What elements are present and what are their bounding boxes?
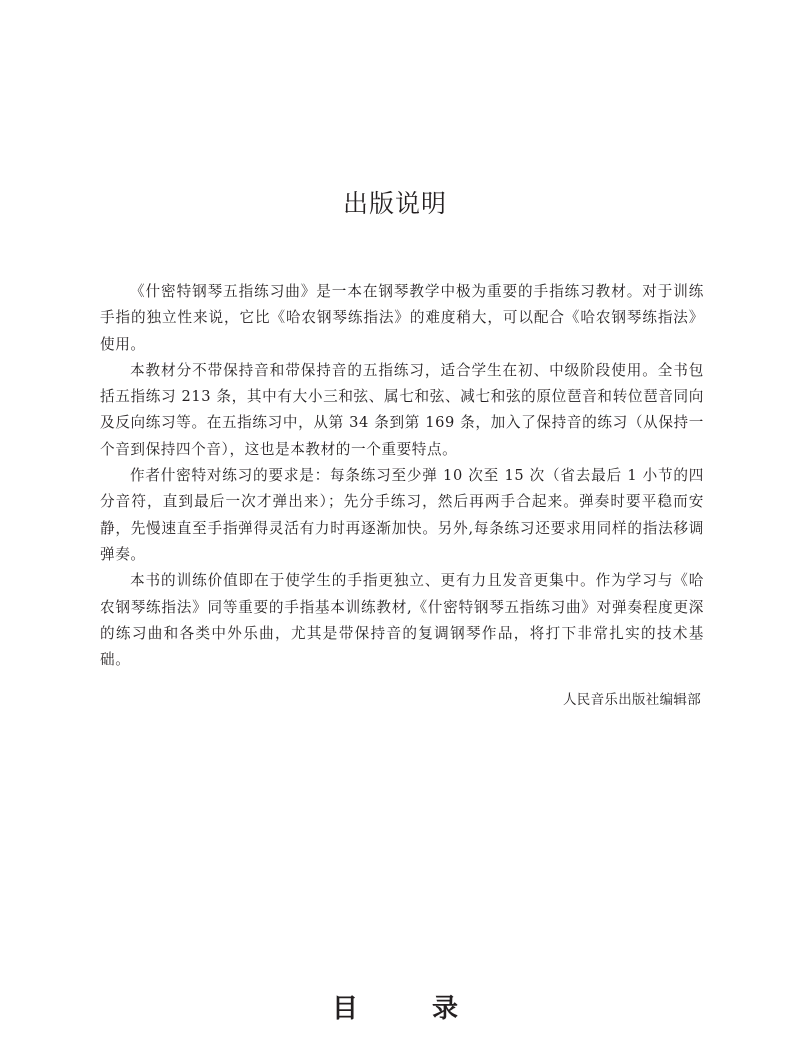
- toc-heading-char-2: 录: [432, 994, 459, 1024]
- paragraph-value: 本书的训练价值即在于使学生的手指更独立、更有力且发音更集中。作为学习与《哈农钢琴练指法》同等重要的手指基本训练教材,《什密特钢琴五指练习曲》对弹奏程度更深的练习曲和各类中外乐曲，尤其是带保持音的复调钢琴作品，将打下非常扎实的技术基础。: [100, 572, 704, 669]
- toc-heading: [0, 988, 790, 1025]
- toc-heading-spacer: [358, 988, 432, 1025]
- toc-heading-char-1: 目: [331, 994, 358, 1024]
- publication-note-body: [100, 279, 704, 673]
- paragraph-content: 本教材分不带保持音和带保持音的五指练习，适合学生在初、中级阶段使用。全书包括五指练习 213 条，其中有大小三和弦、属七和弦、减七和弦的原位琶音和转位琶音同向及反向练习等。在五指练习中，从第 34 条到第 169 条，加入了保持音的练习（从保持一个音到保持四个音），这也是本教材的一个重要特点。: [100, 361, 704, 458]
- page-title: 出版说明: [342, 189, 447, 218]
- paragraph-requirements: 作者什密特对练习的要求是：每条练习至少弹 10 次至 15 次（省去最后 1 小节的四分音符，直到最后一次才弹出来）；先分手练习，然后再两手合起来。弹奏时要平稳而安静，先慢速直至手指弹得灵活有力时再逐渐加快。另外,每条练习还要求用同样的指法移调弹奏。: [100, 467, 704, 563]
- editor-signature: 人民音乐出版社编辑部: [563, 692, 701, 708]
- paragraph-intro: 《什密特钢琴五指练习曲》是一本在钢琴教学中极为重要的手指练习教材。对于训练手指的独立性来说，它比《哈农钢琴练指法》的难度稍大，可以配合《哈农钢琴练指法》使用。: [100, 283, 704, 353]
